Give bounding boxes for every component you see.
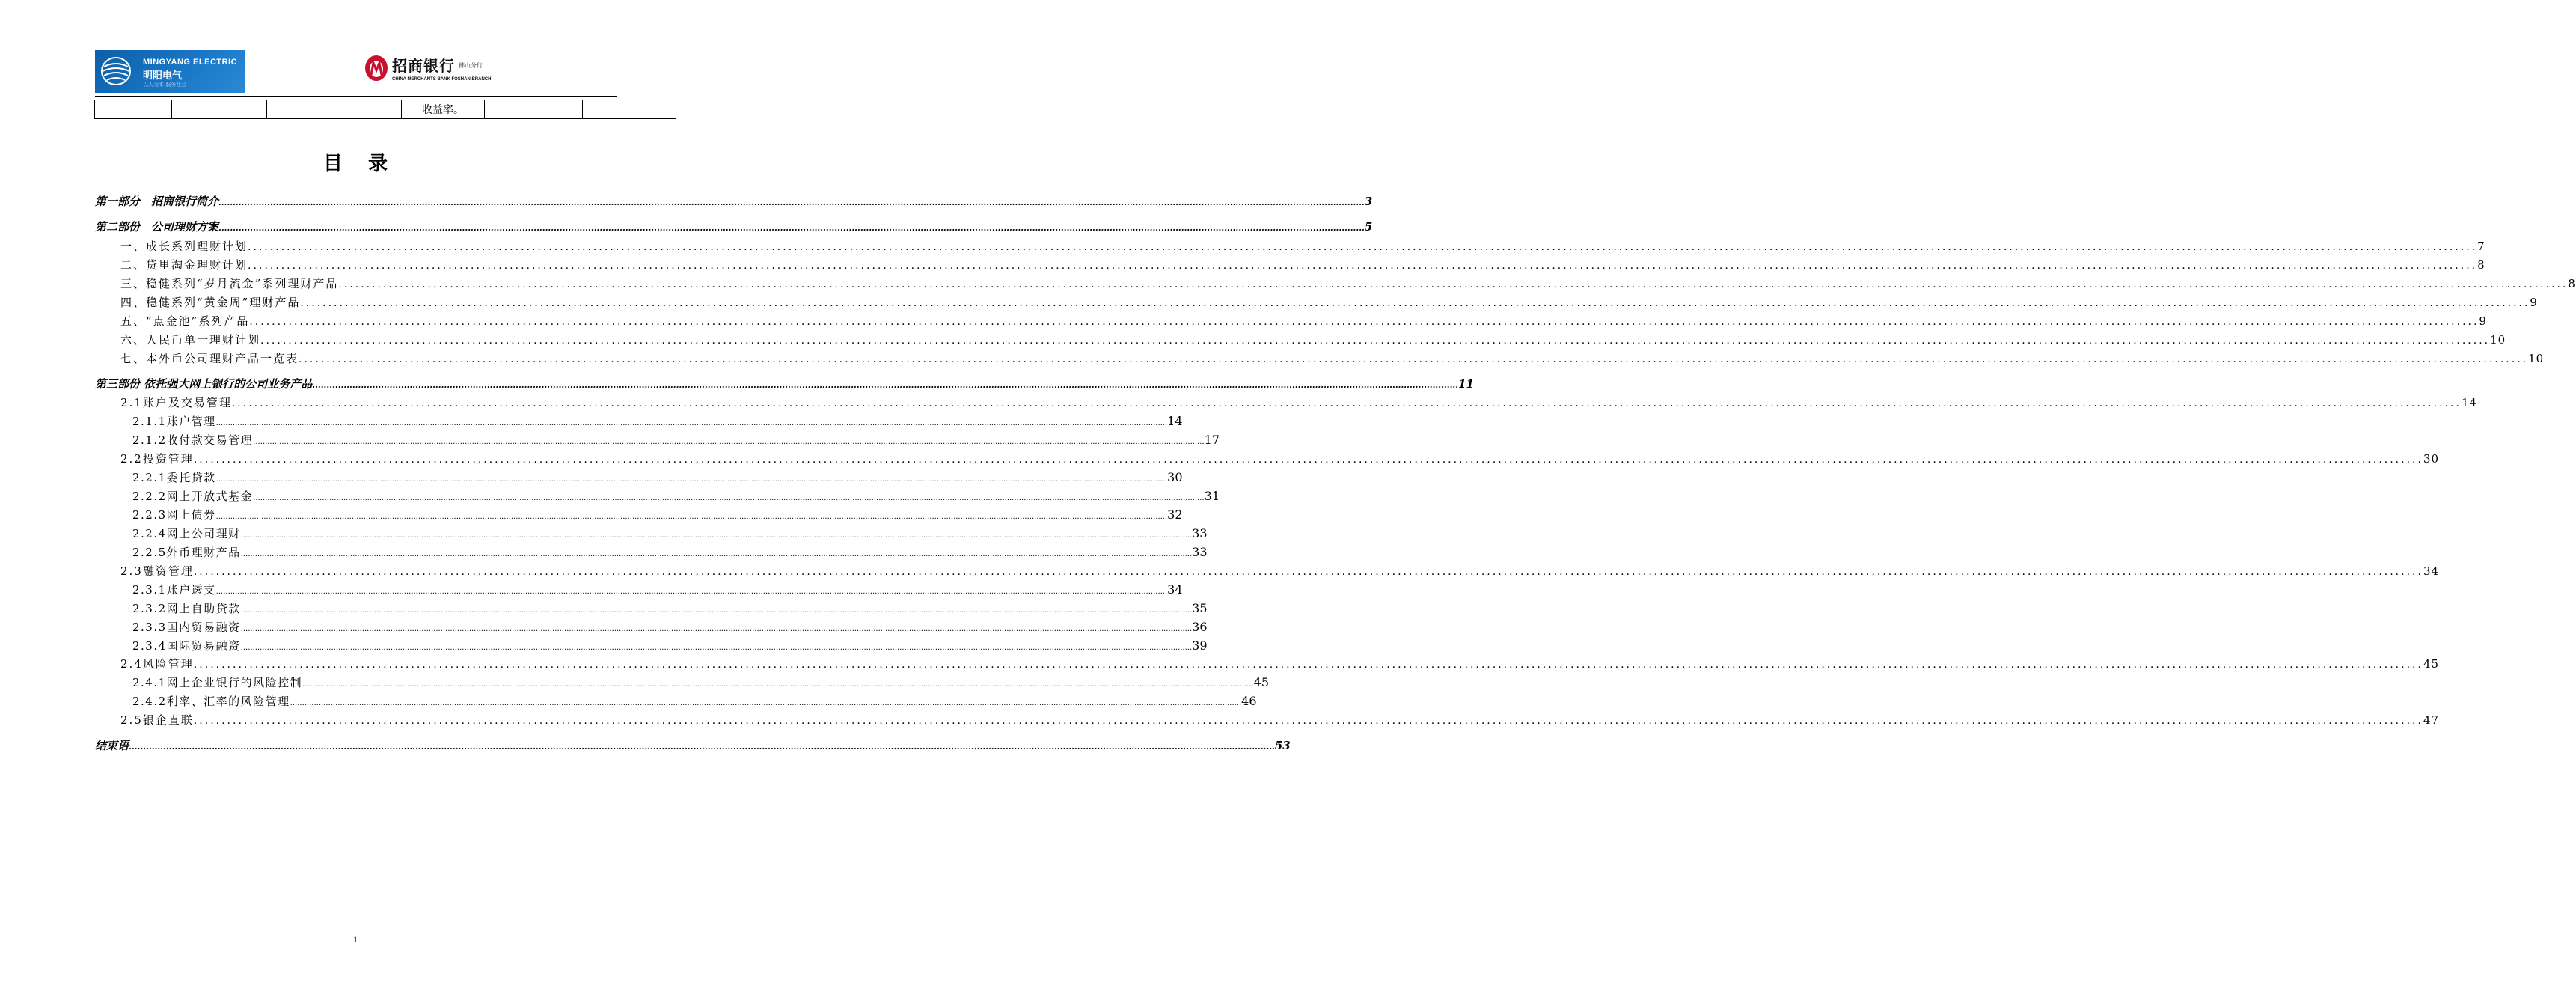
toc-leader-dots: ................................................................................................................................................................................................................................................................................................................................................................................................................ bbox=[240, 644, 1193, 652]
toc-entry-page: 9 bbox=[2479, 314, 2487, 328]
toc-entry-page: 8 bbox=[2477, 258, 2485, 272]
toc-entry[interactable] bbox=[120, 257, 2485, 272]
toc-leader-dots: ................................................................................................................................................................................................................................................................................................................................................................................................................ bbox=[218, 198, 1365, 207]
toc-entry[interactable] bbox=[95, 193, 1373, 209]
toc-entry-label: 2.2.3网上债券 bbox=[132, 508, 216, 522]
mingyang-logo bbox=[95, 50, 245, 93]
toc-entry-label: 2.3.1账户透支 bbox=[132, 583, 216, 597]
toc-leader-dots: ................................................................................................................................................................................................................................................................................................................................................................................................................ bbox=[253, 494, 1205, 502]
toc-leader-dots: ................................................................................................................................................................................................................................................................................................................................................................................................................ bbox=[193, 566, 2423, 578]
header-cell-4 bbox=[331, 100, 402, 119]
toc-entry-label: 2.2.5外币理财产品 bbox=[132, 546, 241, 559]
toc-entry-page: 14 bbox=[2461, 396, 2478, 409]
header-table-row bbox=[95, 100, 676, 119]
toc-entry-page: 36 bbox=[1192, 620, 1208, 634]
toc-leader-dots: ................................................................................................................................................................................................................................................................................................................................................................................................................ bbox=[215, 419, 1168, 427]
header-cell-1 bbox=[95, 100, 172, 119]
toc-entry-page: 33 bbox=[1192, 545, 1208, 559]
toc-leader-dots: ................................................................................................................................................................................................................................................................................................................................................................................................................ bbox=[215, 588, 1168, 596]
toc-entry[interactable] bbox=[95, 737, 1291, 753]
toc-entry-page: 45 bbox=[2423, 657, 2440, 671]
toc-leader-dots: ................................................................................................................................................................................................................................................................................................................................................................................................................ bbox=[240, 625, 1193, 633]
toc-entry-label: 2.1.2收付款交易管理 bbox=[132, 433, 254, 447]
toc-entry-page: 31 bbox=[1204, 489, 1220, 503]
toc-entry-label: 2.3.4国际贸易融资 bbox=[132, 639, 241, 653]
toc-entry[interactable] bbox=[132, 600, 1208, 616]
cmb-name: 招商银行 bbox=[392, 57, 455, 75]
toc-leader-dots: ................................................................................................................................................................................................................................................................................................................................................................................................................ bbox=[312, 380, 1459, 390]
toc-entry-page: 34 bbox=[2423, 564, 2440, 578]
toc-entry[interactable] bbox=[132, 619, 1208, 635]
toc-leader-dots: ................................................................................................................................................................................................................................................................................................................................................................................................................ bbox=[193, 659, 2423, 671]
toc-leader-dots: ................................................................................................................................................................................................................................................................................................................................................................................................................ bbox=[193, 715, 2423, 727]
toc-leader-dots: ................................................................................................................................................................................................................................................................................................................................................................................................................ bbox=[299, 353, 2529, 365]
toc-entry[interactable] bbox=[120, 563, 2440, 579]
toc-leader-dots: ................................................................................................................................................................................................................................................................................................................................................................................................................ bbox=[193, 454, 2423, 466]
toc-entry-label: 2.3.2网上自助贷款 bbox=[132, 602, 241, 615]
mingyang-logo-tagline: 以人为本 服务社会 bbox=[143, 82, 187, 88]
toc-entry[interactable] bbox=[132, 525, 1208, 541]
toc-entry[interactable] bbox=[120, 294, 2538, 310]
toc-entry[interactable] bbox=[132, 488, 1220, 504]
toc-entry[interactable] bbox=[132, 432, 1220, 448]
toc-entry[interactable] bbox=[95, 376, 1474, 391]
toc-entry[interactable] bbox=[132, 693, 1257, 709]
toc-entry-label: 第二部份 公司理财方案 bbox=[95, 220, 219, 234]
toc-leader-dots: ................................................................................................................................................................................................................................................................................................................................................................................................................ bbox=[253, 438, 1205, 446]
toc-leader-dots: ................................................................................................................................................................................................................................................................................................................................................................................................................ bbox=[338, 278, 2569, 290]
toc-leader-dots: ................................................................................................................................................................................................................................................................................................................................................................................................................ bbox=[240, 606, 1193, 615]
toc-entry[interactable] bbox=[120, 451, 2440, 466]
toc-leader-dots: ................................................................................................................................................................................................................................................................................................................................................................................................................ bbox=[248, 260, 2478, 272]
toc-entry-page: 7 bbox=[2477, 240, 2485, 253]
toc-entry-label: 七、本外币公司理财产品一览表 bbox=[120, 352, 299, 365]
toc-entry[interactable] bbox=[120, 656, 2440, 671]
cmb-emblem-icon bbox=[364, 54, 389, 82]
toc-leader-dots: ................................................................................................................................................................................................................................................................................................................................................................................................................ bbox=[290, 699, 1242, 707]
header-cell-7 bbox=[583, 100, 676, 119]
toc-entry[interactable] bbox=[120, 394, 2478, 410]
toc-entry-label: 2.4风险管理 bbox=[120, 657, 194, 671]
toc-entry-label: 2.5银企直联 bbox=[120, 713, 194, 727]
toc-leader-dots: ................................................................................................................................................................................................................................................................................................................................................................................................................ bbox=[215, 513, 1168, 521]
toc-entry[interactable] bbox=[120, 313, 2487, 329]
header-table bbox=[94, 100, 676, 119]
toc-entry[interactable] bbox=[95, 219, 1373, 234]
toc-entry-label: 四、稳健系列“黄金周”理财产品 bbox=[120, 296, 301, 309]
toc-entry-page: 10 bbox=[2528, 352, 2545, 365]
toc-entry-page: 14 bbox=[1167, 414, 1183, 428]
toc-entry-label: 2.1.1账户管理 bbox=[132, 415, 216, 428]
toc-entry-page: 46 bbox=[1241, 694, 1257, 708]
toc-entry-label: 2.2投资管理 bbox=[120, 452, 194, 466]
toc-entry-page: 3 bbox=[1364, 195, 1373, 208]
cmb-logo bbox=[364, 52, 506, 87]
toc-entry-page: 30 bbox=[2423, 452, 2440, 466]
mingyang-logo-cn: 明阳电气 bbox=[143, 70, 183, 82]
toc-leader-dots: ................................................................................................................................................................................................................................................................................................................................................................................................................ bbox=[231, 397, 2462, 409]
header-cell-3 bbox=[267, 100, 331, 119]
toc-entry[interactable] bbox=[132, 469, 1183, 485]
toc-entry[interactable] bbox=[132, 638, 1208, 653]
toc-entry-label: 第三部份 依托强大网上银行的公司业务产品 bbox=[95, 377, 313, 391]
cmb-name-en: CHINA MERCHANTS BANK FOSHAN BRANCH bbox=[392, 77, 492, 82]
toc-entry-label: 2.1账户及交易管理 bbox=[120, 396, 232, 409]
toc-entry-page: 47 bbox=[2423, 713, 2440, 727]
toc-entry-label: 第一部分 招商银行简介 bbox=[95, 195, 219, 208]
toc-entry-page: 39 bbox=[1192, 638, 1208, 653]
toc-leader-dots: ................................................................................................................................................................................................................................................................................................................................................................................................................ bbox=[260, 335, 2491, 347]
toc-entry-label: 六、人民币单一理财计划 bbox=[120, 333, 261, 347]
toc-entry[interactable] bbox=[120, 238, 2485, 254]
page-number: 1 bbox=[353, 934, 358, 945]
toc-entry-page: 45 bbox=[1253, 675, 1270, 689]
toc-entry-page: 11 bbox=[1458, 377, 1474, 391]
toc-leader-dots: ................................................................................................................................................................................................................................................................................................................................................................................................................ bbox=[240, 531, 1193, 540]
toc-entry-label: 五、“点金池”系列产品 bbox=[120, 314, 250, 328]
mingyang-globe-icon bbox=[100, 55, 135, 88]
toc-entry-label: 2.2.2网上开放式基金 bbox=[132, 490, 254, 503]
toc-entry[interactable] bbox=[132, 544, 1208, 560]
toc-entry-page: 9 bbox=[2530, 296, 2538, 309]
toc-entry[interactable] bbox=[120, 275, 2576, 291]
toc-entry-label: 一、成长系列理财计划 bbox=[120, 240, 248, 253]
toc-entry[interactable] bbox=[120, 332, 2506, 347]
cmb-branch: 佛山分行 bbox=[459, 62, 483, 69]
header-cell-5: 收益率。 bbox=[402, 100, 485, 119]
toc-leader-dots: ................................................................................................................................................................................................................................................................................................................................................................................................................ bbox=[129, 742, 1275, 752]
toc-entry-page: 33 bbox=[1192, 526, 1208, 540]
toc-entry-page: 30 bbox=[1167, 470, 1183, 484]
toc-leader-dots: ................................................................................................................................................................................................................................................................................................................................................................................................................ bbox=[215, 475, 1168, 484]
toc-entry[interactable] bbox=[132, 507, 1183, 522]
header-cell-2 bbox=[172, 100, 267, 119]
toc-leader-dots: ................................................................................................................................................................................................................................................................................................................................................................................................................ bbox=[300, 297, 2530, 309]
toc-entry[interactable] bbox=[120, 712, 2440, 728]
toc-entry-page: 10 bbox=[2490, 333, 2506, 347]
toc-entry-page: 34 bbox=[1167, 582, 1183, 597]
mingyang-logo-en: MINGYANG ELECTRIC bbox=[143, 58, 238, 67]
toc-entry[interactable] bbox=[132, 413, 1183, 429]
toc-entry[interactable] bbox=[132, 674, 1270, 690]
toc-entry[interactable] bbox=[120, 350, 2545, 366]
toc-entry-label: 2.3融资管理 bbox=[120, 564, 194, 578]
toc-entry-label: 2.2.1委托贷款 bbox=[132, 471, 216, 484]
toc-leader-dots: ................................................................................................................................................................................................................................................................................................................................................................................................................ bbox=[249, 316, 2479, 328]
toc-leader-dots: ................................................................................................................................................................................................................................................................................................................................................................................................................ bbox=[248, 241, 2478, 253]
toc-entry-label: 三、稳健系列“岁月流金”系列理财产品 bbox=[120, 277, 339, 290]
header-cell-6 bbox=[485, 100, 583, 119]
toc-entry-page: 32 bbox=[1167, 507, 1183, 522]
toc-entry-page: 35 bbox=[1192, 601, 1208, 615]
toc-entry[interactable] bbox=[132, 582, 1183, 597]
toc-entry-label: 2.4.2利率、汇率的风险管理 bbox=[132, 695, 290, 708]
page-title: 目录 bbox=[322, 153, 413, 175]
toc-leader-dots: ................................................................................................................................................................................................................................................................................................................................................................................................................ bbox=[240, 550, 1193, 558]
toc-entry-page: 17 bbox=[1204, 433, 1220, 447]
toc-entry-page: 5 bbox=[1364, 220, 1373, 234]
toc-entry-label: 2.2.4网上公司理财 bbox=[132, 527, 241, 540]
toc-leader-dots: ................................................................................................................................................................................................................................................................................................................................................................................................................ bbox=[218, 223, 1365, 233]
toc-entry-label: 2.4.1网上企业银行的风险控制 bbox=[132, 676, 303, 689]
toc-entry-label: 二、贷里淘金理财计划 bbox=[120, 258, 248, 272]
toc-entry-label: 2.3.3国内贸易融资 bbox=[132, 621, 241, 634]
toc-entry-label: 结束语 bbox=[95, 739, 129, 752]
toc-entry-page: 8 bbox=[2568, 277, 2576, 290]
header-rule bbox=[95, 96, 617, 97]
toc-entry-page: 53 bbox=[1274, 739, 1291, 752]
toc-leader-dots: ................................................................................................................................................................................................................................................................................................................................................................................................................ bbox=[302, 680, 1254, 689]
